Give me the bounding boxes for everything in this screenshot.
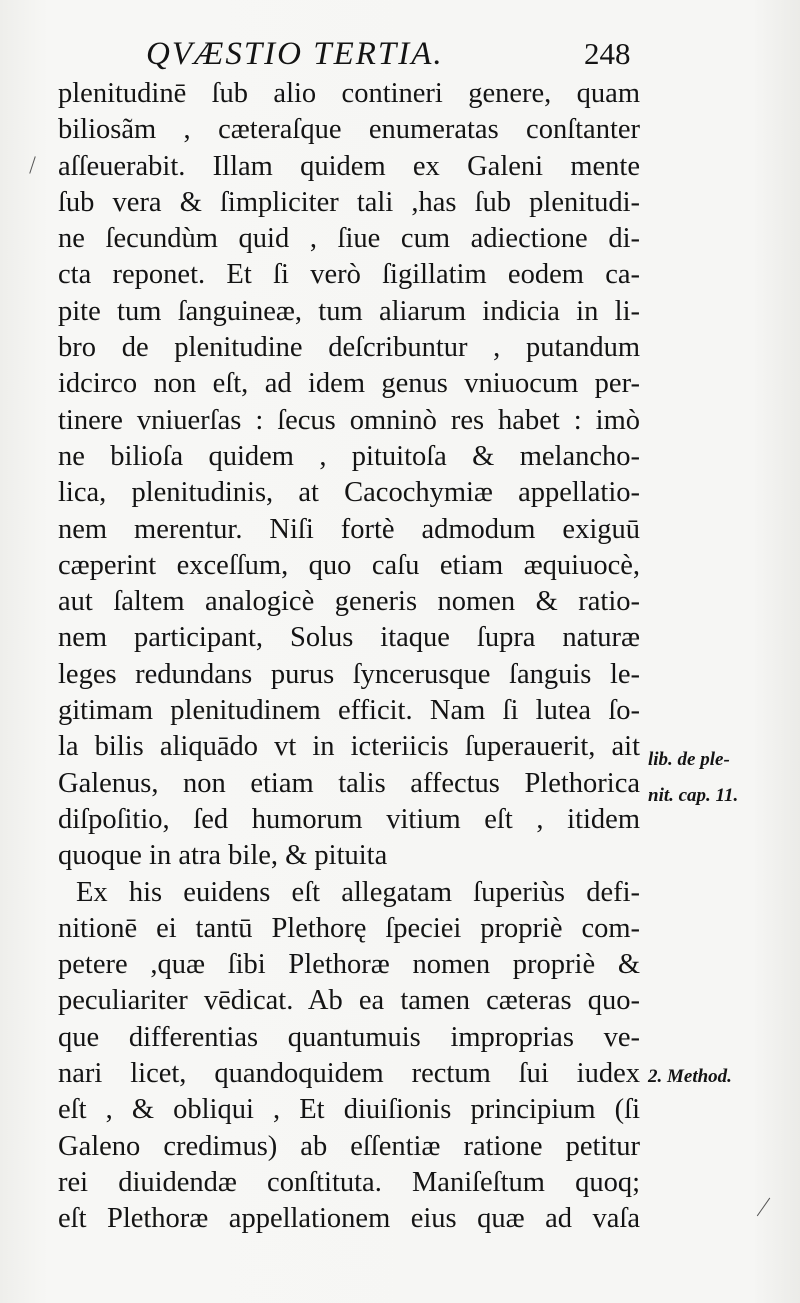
text-line: tinere vniuerſas : ſecus omninò res habet : imò [58, 404, 640, 436]
text-line: pite tum ſanguineæ, tum aliarum indicia in li- [58, 295, 640, 327]
text-line: eſt Plethoræ appellationem eius quæ ad vaſa [58, 1203, 640, 1235]
text-line: nem participant, Solus itaque ſupra naturæ [58, 622, 640, 654]
margin-note [648, 1066, 732, 1088]
margin-note-line: lib. de ple- [648, 749, 730, 770]
text-line: quoque in atra bile, & pituita [58, 840, 388, 872]
text-line: petere ,quæ ſibi Plethoræ nomen propriè & [58, 949, 640, 981]
text-line: la bilis aliquādo vt in icteriicis ſuperauerit, ait [58, 731, 640, 763]
text-line: Galeno credimus) ab eſſentiæ ratione petitur [58, 1130, 640, 1162]
text-line: ne bilioſa quidem , pituitoſa & melancho- [58, 440, 640, 472]
text-line: cæperint exceſſum, quo caſu etiam æquiuocè, [58, 549, 640, 581]
text-line: ne ſecundùm quid , ſiue cum adiectione di- [58, 223, 640, 255]
text-line: eſt , & obliqui , Et diuiſionis principium (ſi [58, 1094, 640, 1126]
margin-note-line: 2. Method. [648, 1066, 732, 1087]
text-line: nitionē ei tantū Plethorę ſpeciei propriè com- [58, 912, 640, 944]
text-line: plenitudinē ſub alio contineri genere, quam [58, 78, 640, 109]
text-line: bro de plenitudine deſcribuntur , putandum [58, 332, 640, 364]
page-header [0, 36, 800, 80]
text-line: lica, plenitudinis, at Cacochymiæ appellatio- [58, 477, 640, 509]
text-line: gitimam plenitudinem efficit. Nam ſi lutea ſo- [58, 695, 640, 727]
pen-mark [29, 156, 36, 173]
text-line: diſpoſitio, ſed humorum vitium eſt , itidem [58, 803, 640, 835]
text-line: idcirco non eſt, ad idem genus vniuocum per- [58, 368, 640, 400]
text-line: Ex his euidens eſt allegatam ſuperiùs defi- [76, 876, 640, 908]
text-line: peculiariter vēdicat. Ab ea tamen cæteras quo- [58, 985, 640, 1017]
text-line: biliosãm , cæteraſque enumeratas conſtanter [58, 114, 640, 146]
pen-mark [757, 1198, 771, 1217]
text-line: Galenus, non etiam talis affectus Plethorica [58, 767, 640, 799]
text-line: cta reponet. Et ſi verò ſigillatim eodem ca- [58, 259, 640, 291]
page-number: 248 [584, 36, 631, 71]
text-line: nari licet, quandoquidem rectum ſui iudex [58, 1058, 640, 1090]
text-line: rei diuidendæ conſtituta. Maniſeſtum quoq; [58, 1166, 640, 1198]
text-line: nem merentur. Niſi fortè admodum exiguū [58, 513, 640, 545]
text-line: aſſeuerabit. Illam quidem ex Galeni mente [58, 150, 640, 182]
margin-note-line: nit. cap. 11. [648, 785, 739, 806]
running-title: QVÆSTIO TERTIA. [146, 36, 444, 72]
body-text [58, 76, 640, 1238]
text-line: aut ſaltem analogicè generis nomen & ratio- [58, 586, 640, 618]
margin-note [648, 742, 738, 814]
text-line: que differentias quantumuis improprias ve- [58, 1021, 640, 1053]
text-line: leges redundans purus ſyncerusque ſanguis le- [58, 658, 640, 690]
text-line: ſub vera & ſimpliciter tali ,has ſub plenitudi- [58, 186, 640, 218]
